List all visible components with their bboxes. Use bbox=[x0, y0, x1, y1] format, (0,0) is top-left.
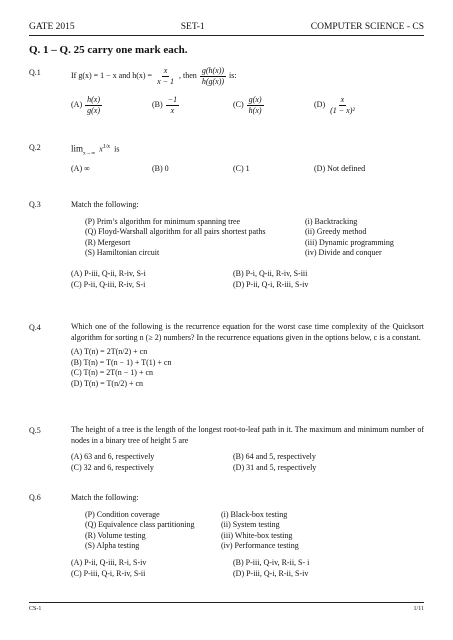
q1-option-c[interactable]: (C) $\frac{g(x)}{h(x)}$ bbox=[233, 95, 262, 115]
q2-options bbox=[71, 164, 424, 175]
q1-stem-c: is: bbox=[229, 71, 237, 81]
q5-option-a[interactable]: (A) 63 and 6, respectively bbox=[71, 452, 155, 462]
q6-option-c[interactable]: (C) P-iii, Q-i, R-iv, S-ii bbox=[71, 568, 146, 578]
header-set: SET-1 bbox=[180, 22, 205, 32]
q6-body bbox=[71, 493, 424, 579]
q2-option-b[interactable]: (B) 0 bbox=[152, 163, 169, 173]
header-exam: GATE 2015 bbox=[29, 22, 75, 32]
q2-stem bbox=[71, 142, 424, 159]
q4-body bbox=[71, 322, 424, 390]
q3-left-r: (R) Mergesort bbox=[85, 237, 131, 247]
q3-match-table bbox=[85, 217, 424, 259]
header-subject: COMPUTER SCIENCE - CS bbox=[310, 22, 424, 32]
page-footer bbox=[29, 602, 424, 612]
q5-stem: The height of a tree is the length of the longest root-to-leaf path in it. The maximum and minimum number of nodes in a binary tree of height 5 are bbox=[71, 425, 424, 445]
q6-right-iv: (iv) Performance testing bbox=[221, 541, 299, 551]
q5-option-c[interactable]: (C) 32 and 6, respectively bbox=[71, 462, 154, 472]
q3-option-c[interactable]: (C) P-ii, Q-iii, R-iv, S-i bbox=[71, 279, 146, 289]
q5-number: Q.5 bbox=[29, 426, 41, 435]
q6-number: Q.6 bbox=[29, 493, 41, 502]
q1-option-d[interactable]: (D) $\frac{x}{\text{(1 − x)²}}$ bbox=[314, 95, 355, 115]
q4-option-d[interactable]: (D) T(n) = T(n/2) + cn bbox=[71, 378, 144, 388]
q6-left-q: (Q) Equivalence class partitioning bbox=[85, 520, 195, 530]
q6-left-s: (S) Alpha testing bbox=[85, 541, 140, 551]
q1-option-b[interactable]: (B) $\frac{-1}{x}$ bbox=[152, 95, 178, 115]
q2-stem-is: is bbox=[114, 144, 120, 154]
q3-options bbox=[71, 269, 424, 290]
q6-left-p: (P) Condition coverage bbox=[85, 509, 160, 519]
q1-body bbox=[71, 66, 424, 116]
q6-options bbox=[71, 558, 424, 579]
q4-options bbox=[71, 347, 424, 389]
q4-option-a[interactable]: (A) T(n) = 2T(n/2) + cn bbox=[71, 347, 148, 357]
q5-body bbox=[71, 425, 424, 473]
q6-option-b[interactable]: (B) P-iii, Q-iv, R-ii, S- i bbox=[233, 557, 310, 567]
q2-lim-sub: x→∞ bbox=[83, 150, 96, 157]
q2-lim: lim bbox=[71, 143, 84, 154]
q3-right-iv: (iv) Divide and conquer bbox=[305, 248, 382, 258]
q1-stem-a: If g(x) = 1 − x and h(x) = bbox=[71, 71, 153, 81]
q3-option-d[interactable]: (D) P-ii, Q-i, R-iii, S-iv bbox=[233, 279, 309, 289]
q6-stem: Match the following: bbox=[71, 493, 139, 502]
q1-stem-b: , then bbox=[179, 71, 197, 81]
q3-left-q: (Q) Floyd-Warshall algorithm for all pairs shortest paths bbox=[85, 227, 266, 237]
q3-stem: Match the following: bbox=[71, 200, 139, 209]
q5-options bbox=[71, 452, 424, 473]
q3-body bbox=[71, 200, 424, 290]
q6-match-table bbox=[85, 510, 424, 552]
q2-number: Q.2 bbox=[29, 143, 41, 152]
q6-option-d[interactable]: (D) P-iii, Q-i, R-ii, S-iv bbox=[233, 568, 309, 578]
q2-base: x bbox=[99, 144, 103, 154]
q6-right-ii: (ii) System testing bbox=[221, 520, 280, 530]
footer-page: 1/11 bbox=[413, 606, 424, 612]
q2-option-d[interactable]: (D) Not defined bbox=[314, 163, 366, 173]
q3-option-a[interactable]: (A) P-iii, Q-ii, R-iv, S-i bbox=[71, 268, 146, 278]
q3-right-iii: (iii) Dynamic programming bbox=[305, 237, 394, 247]
q1-options bbox=[71, 95, 424, 116]
q3-left-s: (S) Hamiltonian circuit bbox=[85, 248, 160, 258]
q1-number: Q.1 bbox=[29, 68, 41, 77]
q6-left-r: (R) Volume testing bbox=[85, 530, 146, 540]
q3-right-i: (i) Backtracking bbox=[305, 216, 358, 226]
q4-stem: Which one of the following is the recurrence equation for the worst case time complexity of the Quicksort algorithm for sorting n (≥ 2) numbers? In the recurrence equations given in the options below, c is a constant. bbox=[71, 322, 424, 342]
q1-stem bbox=[71, 66, 424, 87]
q6-right-i: (i) Black-box testing bbox=[221, 509, 288, 519]
q1-option-a[interactable]: (A) $\frac{h(x)}{g(x)}$ bbox=[71, 95, 100, 115]
q6-option-a[interactable]: (A) P-ii, Q-iii, R-i, S-iv bbox=[71, 557, 147, 567]
q6-right-iii: (iii) White-box testing bbox=[221, 530, 293, 540]
q3-option-b[interactable]: (B) P-i, Q-ii, R-iv, S-iii bbox=[233, 268, 308, 278]
q3-number: Q.3 bbox=[29, 200, 41, 209]
section-title: Q. 1 – Q. 25 carry one mark each. bbox=[29, 44, 188, 56]
page-header bbox=[29, 22, 424, 36]
q2-exp: 1/x bbox=[102, 144, 111, 150]
q3-right-ii: (ii) Greedy method bbox=[305, 227, 367, 237]
footer-code: CS-1 bbox=[29, 606, 42, 612]
q4-option-b[interactable]: (B) T(n) = T(n − 1) + T(1) + cn bbox=[71, 357, 172, 367]
q5-option-b[interactable]: (B) 64 and 5, respectively bbox=[233, 452, 316, 462]
q2-body bbox=[71, 142, 424, 174]
q3-left-p: (P) Prim’s algorithm for minimum spanning tree bbox=[85, 216, 241, 226]
q2-option-a[interactable]: (A) ∞ bbox=[71, 163, 90, 173]
q1-ratio-fraction: $\frac{g(h(x))}{h(g(x))}$ bbox=[201, 66, 225, 86]
q4-number: Q.4 bbox=[29, 323, 41, 332]
q5-option-d[interactable]: (D) 31 and 5, respectively bbox=[233, 462, 317, 472]
q2-option-c[interactable]: (C) 1 bbox=[233, 163, 250, 173]
q4-option-c[interactable]: (C) T(n) = 2T(n − 1) + cn bbox=[71, 368, 154, 378]
q1-h-fraction: $\frac{x}{x - 1}$ bbox=[157, 66, 175, 86]
